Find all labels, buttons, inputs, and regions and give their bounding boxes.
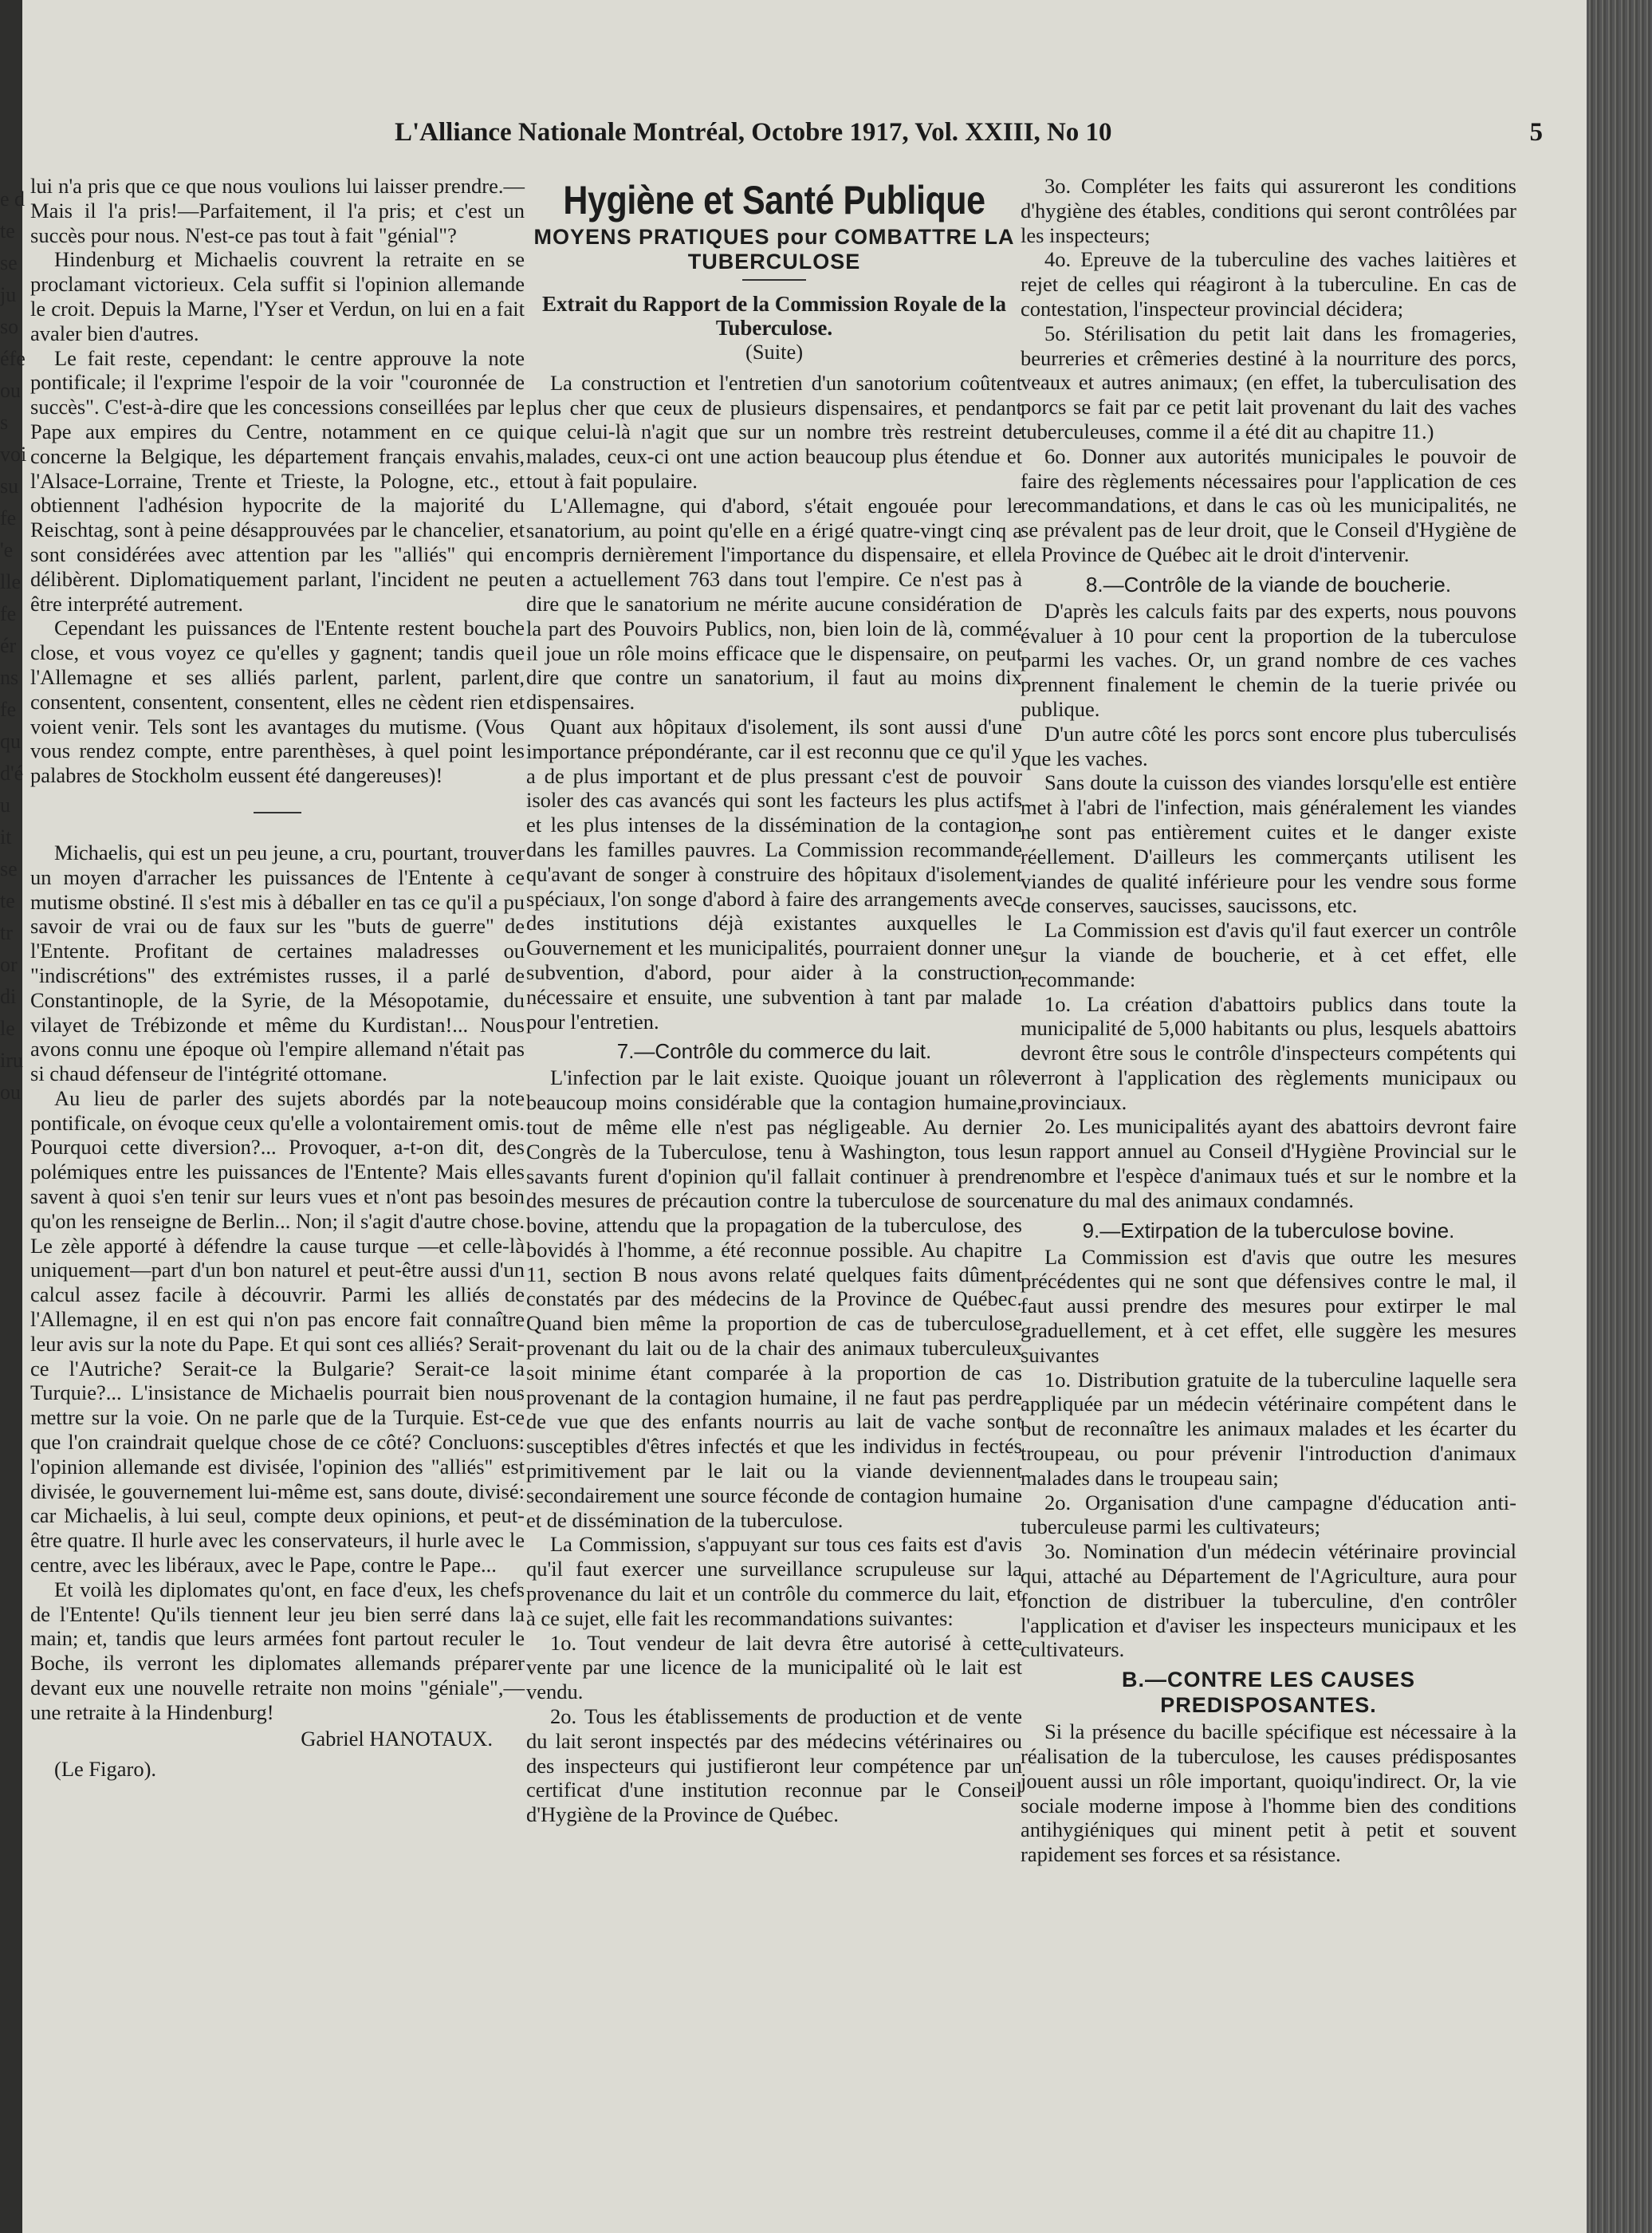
margin-fragment: d'é (0, 762, 24, 785)
body-paragraph: Michaelis, qui est un peu jeune, a cru, pourtant, trouver un moyen d'arracher les puissances de l'Entente à ce mutisme obstiné. Il s'est mis à déballer en tas ce qu'il a pu savoir de vrai ou de faux sur les "buts de guerre" de l'Entente. Profitant de certaines maladresses ou "indiscrétions" des extrémistes russes, il a parlé de Constantinople, de la Syrie, de la Mésopotamie, du vilayet de Trébizonde et même du Kurdistan!... Nous avons connu une époque où l'empire allemand n'était pas si chaud défenseur de l'intégrité ottomane. (30, 840, 525, 1086)
margin-fragment: lle (0, 570, 21, 593)
adjacent-page-fragments (0, 183, 27, 1140)
body-paragraph: Sans doute la cuisson des viandes lorsqu'elle est entière met à l'abri de l'infection, mais généralement les viandes ne sont pas entièrement cuites et le danger existe réellement. D'ailleurs les commerçants utilisent les viandes de qualité inférieure pour les vendre sous forme de conserves, saucisses, saucissons, etc. (1021, 770, 1516, 918)
margin-fragment: voi (0, 443, 27, 466)
section-divider (254, 812, 301, 813)
body-paragraph: Hindenburg et Michaelis couvrent la retraite en se proclamant victorieux. Cela suffit si l'opinion allemande le croit. Depuis la Marne, l'Yser et Verdun, on lui en a fait avaler bien d'autres. (30, 247, 525, 345)
margin-fragment: iru (0, 1049, 23, 1072)
margin-fragment: ju (0, 283, 17, 306)
body-paragraph: La construction et l'entretien d'un sanotorium coûtent plus cher que ceux de plusieurs dispensaires, et pendant que celui-là n'agit que sur un nombre très restreint de malades, ceux-ci ont une action beaucoup plus étendue et tout à fait populaire. (526, 370, 1022, 493)
margin-fragment: fe (0, 698, 17, 721)
body-paragraph: L'infection par le lait existe. Quoique jouant un rôle beaucoup moins considérable que la contagion humaine, tout de même elle n'est pas négligeable. Au dernier Congrès de la Tuberculose, tenu à Washington, tous les savants furent d'opinion qu'il fallait continuer à prendre des mesures de précaution contre la tuberculose de source bovine, attendu que la propagation de la tuberculose, des bovidés à l'homme, a été reconnue possible. Au chapitre 11, section B nous avons relaté quelques faits dûment constatés par des médecins de la Province de Québec. Quand bien même la proportion de cas de tuberculose provenant du lait ou de la chair des animaux tuberculeux soit minime étant comparée à la proportion de cas provenant de la contagion humaine, il ne faut pas perdre de vue que des enfants nourris au lait de vache sont susceptibles d'êtres infectés et que les individus in fectés primitivement par le lait ou la viande deviennent secondairement une source féconde de contagion humaine et de dissémination de la tuberculose. (526, 1065, 1022, 1532)
margin-fragment: ér (0, 634, 17, 657)
section-heading: 7.—Contrôle du commerce du lait. (616, 1039, 932, 1064)
margin-fragment: 'e (0, 538, 14, 561)
body-paragraph: La Commission, s'appuyant sur tous ces faits est d'avis qu'il faut exercer une surveillance scrupuleuse sur la provenance du lait et un contrôle du commerce du lait, et à ce sujet, elle fait les recommandations suivantes: (526, 1532, 1022, 1630)
margin-fragment: ou (0, 379, 21, 402)
running-header-title: L'Alliance Nationale Montréal, Octobre 1917, Vol. XXIII, No 10 (395, 118, 1112, 147)
body-paragraph: 1o. La création d'abattoirs publics dans toute la municipalité de 5,000 habitants ou plus, lesquels abattoirs devront être sous le contrôle d'inspecteurs compétents qui verront à l'application des règlements municipaux ou provinciaux. (1021, 991, 1516, 1114)
column-2 (526, 174, 1022, 2200)
margin-fragment: so (0, 315, 19, 338)
margin-fragment: éfe (0, 347, 26, 370)
margin-fragment: tr (0, 921, 13, 944)
headline-divider (742, 279, 806, 281)
margin-fragment: fe (0, 602, 17, 625)
body-paragraph: 3o. Nomination d'un médecin vétérinaire provincial qui, attaché au Département de l'Agriculture, aura pour fonction de distribuer la tuberculine, d'en contrôler l'application et d'aviser les inspecteurs municipaux et les cultivateurs. (1021, 1539, 1516, 1662)
article-source-line: Extrait du Rapport de la Commission Royale de la Tuberculose. (541, 292, 1007, 340)
margin-fragment: le (0, 1017, 15, 1040)
body-paragraph: 6o. Donner aux autorités municipales le pouvoir de faire des règlements nécessaires pour l'application de ces recommandations, et dans le cas où les municipalités, ne se prévalent pas de leur droit, que le Conseil d'Hygiène de la Province de Québec ait le droit d'intervenir. (1021, 443, 1516, 566)
body-paragraph: Le fait reste, cependant: le centre approuve la note pontificale; il l'exprime l'espoir de la voir "couronnée de succès". C'est-à-dire que les concessions conseillées par le Pape aux empires du Centre, notamment en ce qui concerne la Belgique, les département français envahis, l'Alsace-Lorraine, Trente et Trieste, la Pologne, etc., et obtiennent l'adhésion hypocrite de la majorité du Reischtag, sont à peine désapprouvées par le chancelier, et sont considérées avec attention par les "alliés" qui en délibèrent. Diplomatiquement parlant, l'incident ne peut être interprété autrement. (30, 345, 525, 616)
body-paragraph: L'Allemagne, qui d'abord, s'était engouée pour le sanatorium, au point qu'elle en a érigé quatre-vingt cinq a compris dernièrement l'importance du dispensaire, et elle en a actuellement 763 dans tout l'empire. Ce n'est pas à dire que le sanatorium ne mérite aucune considération de la part des Pouvoirs Publics, non, bien loin de là, commé il joue un rôle moins efficace que le dispensaire, on peut dire que contre un sanatorium, il faut au moins dix dispensaires. (526, 493, 1022, 715)
body-paragraph: 2o. Les municipalités ayant des abattoirs devront faire un rapport annuel au Conseil d'Hygiène Provincial sur le nombre et l'espèce d'animaux tués et sur le nombre et la nature du mal des animaux condamnés. (1021, 1114, 1516, 1212)
body-paragraph: D'après les calculs faits par des experts, nous pouvons évaluer à 10 pour cent la proportion de la tuberculose parmi les vaches. Or, un grand nombre de ces vaches prennent finalement le chemin de la tuerie privée ou publique. (1021, 598, 1516, 721)
book-binding-edge (1587, 0, 1652, 2233)
article-subheadline: MOYENS PRATIQUES pour COMBATTRE LA TUBERCULOSE (533, 225, 1015, 274)
margin-fragment: or (0, 953, 18, 976)
body-paragraph: 1o. Tout vendeur de lait devra être autorisé à cette vente par une licence de la municipalité où le lait est vendu. (526, 1630, 1022, 1704)
body-paragraph: La Commission est d'avis qu'il faut exercer un contrôle sur la viande de boucherie, et à cet effet, elle recommande: (1021, 918, 1516, 991)
margin-fragment: te (0, 889, 15, 912)
margin-fragment: su (0, 475, 19, 498)
body-paragraph: 5o. Stérilisation du petit lait dans les fromageries, beurreries et crêmeries destiné à la nourriture des porcs, veaux et autres animaux; (en effet, la tuberculisation des porcs se fait par ce petit lait provenant du lait des vaches tuberculeuses, comme il a été dit au chapitre 11.) (1021, 321, 1516, 443)
margin-fragment: di (0, 985, 17, 1008)
continuation-note: (Suite) (745, 340, 804, 364)
page-number: 5 (1529, 118, 1543, 147)
section-heading: 9.—Extirpation de la tuberculose bovine. (1082, 1218, 1455, 1243)
body-paragraph: 3o. Compléter les faits qui assureront les conditions d'hygiène des étables, conditions qui seront contrôlées par les inspecteurs; (1021, 174, 1516, 247)
body-paragraph: D'un autre côté les porcs sont encore plus tuberculisés que les vaches. (1021, 721, 1516, 770)
article-headline: Hygiène et Santé Publique (563, 178, 985, 223)
body-paragraph: Et voilà les diplomates qu'ont, en face d'eux, les chefs de l'Entente! Qu'ils tiennent leur jeu bien serré dans la main; et, tandis que leurs armées font partout reculer le Boche, ils verront les diplomates allemands préparer devant eux une nouvelle retraite non moins "géniale",— une retraite à la Hindenburg! (30, 1577, 525, 1724)
margin-fragment: ns (0, 666, 19, 689)
source-credit: (Le Figaro). (54, 1757, 157, 1782)
margin-fragment: it (0, 825, 12, 849)
section-heading: B.—CONTRE LES CAUSES PREDISPOSANTES. (1121, 1668, 1416, 1718)
body-paragraph: Si la présence du bacille spécifique est nécessaire à la réalisation de la tuberculose, les causes prédisposantes jouent aussi un rôle important, quoiqu'indirect. Or, la vie sociale moderne impose à l'homme bien des conditions antihygiéniques qui minent petit à petit et souvent rapidement ses forces et sa résistance. (1021, 1719, 1516, 1867)
column-3 (1021, 174, 1516, 2200)
body-paragraph: 4o. Epreuve de la tuberculine des vaches laitières et rejet de celles qui réagiront à la tuberculine. En cas de contestation, l'inspecteur provincial décidera; (1021, 247, 1516, 321)
margin-fragment: e d (0, 187, 26, 211)
margin-fragment: te (0, 219, 15, 242)
body-paragraph: Cependant les puissances de l'Entente restent bouche close, et vous voyez ce qu'elles y gagnent; tandis que l'Allemagne et ses alliés parlent, parlent, parlent, consentent, consentent, consentent, elles ne cèdent rien et voient venir. Tels sont les avantages du mutisme. (Vous vous rendez compte, entre parenthèses, à quel point les palabres de Stockholm eussent été dangereuses)! (30, 616, 525, 788)
body-paragraph: lui n'a pris que ce que nous voulions lui laisser prendre.—Mais il l'a pris!—Parfaitement, il l'a pris; et c'est un succès pour nous. N'est-ce pas tout à fait "génial"? (30, 174, 525, 247)
section-heading: 8.—Contrôle de la viande de boucherie. (1085, 572, 1452, 597)
margin-fragment: se (0, 251, 18, 274)
margin-fragment: ou (0, 1081, 21, 1104)
body-paragraph: 2o. Organisation d'une campagne d'éducation anti-tuberculeuse parmi les cultivateurs; (1021, 1490, 1516, 1539)
margin-fragment: se (0, 857, 18, 880)
running-header (395, 118, 1543, 158)
margin-fragment: qu (0, 730, 21, 753)
body-paragraph: Quant aux hôpitaux d'isolement, ils sont aussi d'une importance prépondérante, car il est reconnu que ce qu'il y a de plus important et de plus pressant c'est de pouvoir isoler des cas avancés qui sont les facteurs les plus actifs et les plus intenses de la dissémination de la contagion dans les familles pauvres. La Commission recommande qu'avant de songer à construire des hôpitaux d'isolement spéciaux, l'on songe d'abord à faire des arrangements avec des institutions déjà existantes auxquelles le Gouvernement et les municipalités, pourraient donner une subvention, d'abord, pour aider à la construction nécessaire et ensuite, une subvention à tant par malade pour l'entretien. (526, 714, 1022, 1034)
column-1 (30, 174, 525, 2200)
margin-fragment: fe (0, 506, 17, 530)
body-paragraph: La Commission est d'avis que outre les mesures précédentes qui ne sont que défensives contre le mal, il faut aussi prendre des mesures pour extirper le mal graduellement, et à cet effet, elle suggère les mesures suivantes (1021, 1244, 1516, 1367)
body-paragraph: 2o. Tous les établissements de production et de vente du lait seront inspectés par des médecins vétérinaires ou des inspecteurs qui justifieront leur compétence par un certificat d'une institution reconnue par le Conseil d'Hygiène de la Province de Québec. (526, 1704, 1022, 1827)
author-signature: Gabriel HANOTAUX. (301, 1726, 493, 1751)
margin-fragment: s (0, 411, 9, 434)
body-paragraph: 1o. Distribution gratuite de la tuberculine laquelle sera appliquée par un médecin vétérinaire compétent dans le but de reconnaître les animaux malades et les écarter du troupeau, ou pour prévenir l'introduction d'animaux malades dans le troupeau sain; (1021, 1367, 1516, 1490)
body-paragraph: Au lieu de parler des sujets abordés par la note pontificale, on évoque ceux qu'elle a volontairement omis. Pourquoi cette diversion?... Provoquer, a-t-on dit, des polémiques entre les puissances de l'Entente? Mais elles savent à quoi s'en tenir sur leurs vues et n'ont pas besoin qu'on les renseigne de Berlin... Non; il s'agit d'autre chose. Le zèle apporté à défendre la cause turque —et celle-là uniquement—part d'un bon naturel et peut-être aussi d'un calcul assez facile à découvrir. Parmi les alliés de l'Allemagne, il en est qui n'on pas encore fait connaître leur avis sur la note du Pape. Et qui sont ces alliés? Serait-ce l'Autriche? Serait-ce la Bulgarie? Serait-ce la Turquie?... L'insistance de Michaelis pourrait bien nous mettre sur la voie. On ne parle que de la Turquie. Est-ce que l'on craindrait quelque chose de ce côté? Concluons: l'opinion allemande est divisée, l'opinion des "alliés" est divisée, le gouvernement lui-même est, sans doute, divisé: car Michaelis, à lui seul, compte deux opinions, et peut-être quatre. Il hurle avec les conservateurs, il hurle avec le centre, avec les libéraux, avec le Pape, contre le Pape... (30, 1085, 525, 1577)
margin-fragment: u (0, 794, 10, 817)
